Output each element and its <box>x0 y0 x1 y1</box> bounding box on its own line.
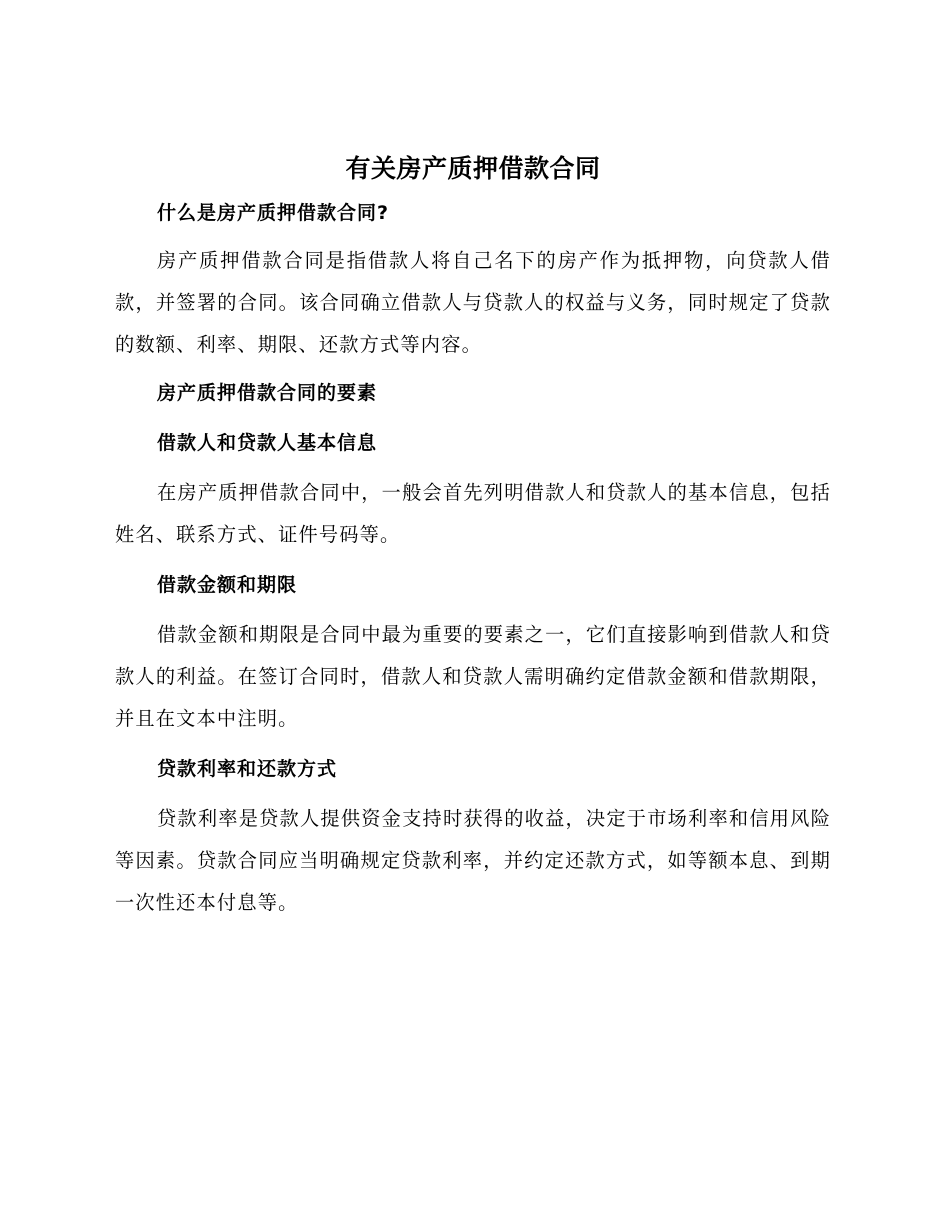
section-heading-rate-repayment: 贷款利率和还款方式 <box>157 758 338 780</box>
section-heading-amount-term: 借款金额和期限 <box>157 574 298 596</box>
section-heading-definition: 什么是房产质押借款合同? <box>157 202 390 224</box>
document-body <box>115 146 831 924</box>
section-paragraph-rate-repayment: 贷款利率是贷款人提供资金支持时获得的收益，决定于市场利率和信用风险等因素。贷款合同应当明确规定贷款利率，并约定还款方式，如等额本息、到期一次性还本付息等。 <box>115 807 831 914</box>
section-paragraph-party-info: 在房产质押借款合同中，一般会首先列明借款人和贷款人的基本信息，包括姓名、联系方式、证件号码等。 <box>115 481 831 546</box>
document-title: 有关房产质押借款合同 <box>345 154 601 183</box>
section-heading-party-info: 借款人和贷款人基本信息 <box>157 432 378 454</box>
section-paragraph-definition: 房产质押借款合同是指借款人将自己名下的房产作为抵押物，向贷款人借款，并签署的合同。该合同确立借款人与贷款人的权益与义务，同时规定了贷款的数额、利率、期限、还款方式等内容。 <box>115 249 831 356</box>
section-heading-elements: 房产质押借款合同的要素 <box>157 382 378 404</box>
section-paragraph-amount-term: 借款金额和期限是合同中最为重要的要素之一，它们直接影响到借款人和贷款人的利益。在签订合同时，借款人和贷款人需明确约定借款金额和借款期限，并且在文本中注明。 <box>115 623 831 730</box>
